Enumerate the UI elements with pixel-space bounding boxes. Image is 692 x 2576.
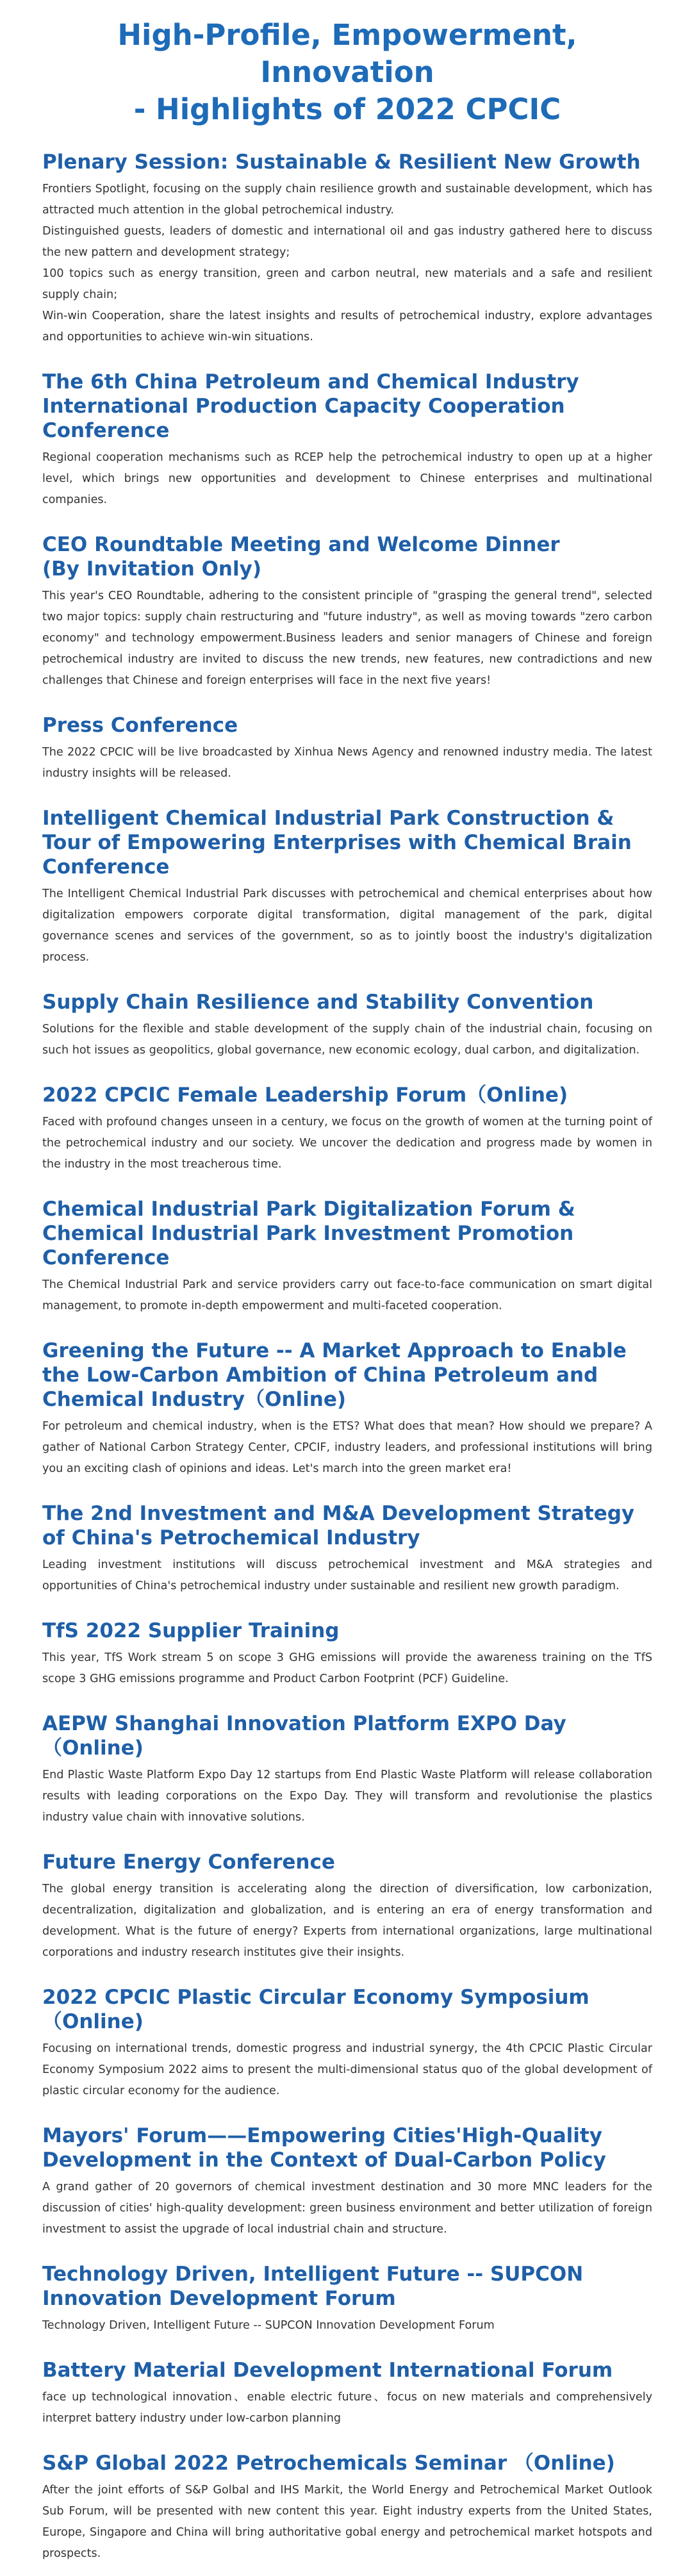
section-paragraph: Leading investment institutions will discuss petrochemical investment and M&A strategies and opportunities of China's petrochemical industry under sustainable and resilient new growth paradigm. — [42, 1558, 652, 1592]
event-section — [42, 1501, 652, 1597]
section-title — [42, 2262, 652, 2311]
section-description — [42, 884, 652, 968]
section-title-line: Chemical Industrial Park Digitalization Forum & Chemical Industrial Park Investment Promotion Conference — [42, 1198, 575, 1269]
section-title — [42, 1985, 652, 2034]
section-title-line: 2022 CPCIC Plastic Circular Economy Symposium （Online) — [42, 1986, 589, 2033]
event-section — [42, 1197, 652, 1317]
section-paragraph: A grand gather of 20 governors of chemical investment destination and 30 more MNC leaders for the discussion of cities' high-quality development: green business environment and better utilization of foreign investment to assist the upgrade of local industrial chain and structure. — [42, 2181, 652, 2236]
section-description — [42, 179, 652, 348]
section-title — [42, 1712, 652, 1760]
section-title-line: AEPW Shanghai Innovation Platform EXPO Day（Online) — [42, 1712, 566, 1760]
section-description — [42, 1275, 652, 1317]
section-paragraph: Regional cooperation mechanisms such as RCEP help the petrochemical industry to open up at a higher level, which brings new opportunities and development to Chinese enterprises and multinational companies. — [42, 451, 652, 506]
page-title — [42, 17, 652, 128]
section-paragraph: Focusing on international trends, domestic progress and industrial synergy, the 4th CPCIC Plastic Circular Economy Symposium 2022 aims to present the multi-dimensional status quo of the global development of plastic circular economy for the audience. — [42, 2042, 652, 2097]
section-paragraph: The global energy transition is accelerating along the direction of diversification, low carbonization, decentralization, digitalization and globalization, and is entering an era of energy transformation and development. What is the future of energy? Experts from international organizations, large multinational corporations and industry research institutes give their insights. — [42, 1883, 652, 1959]
section-title-line: S&P Global 2022 Petrochemicals Seminar （Online) — [42, 2452, 615, 2475]
section-title — [42, 806, 652, 879]
section-paragraph: For petroleum and chemical industry, when is the ETS? What does that mean? How should we prepare? A gather of National Carbon Strategy Center, CPCIF, industry leaders, and professional institutions will bring you an exciting clash of opinions and ideas. Let's march into the green market era! — [42, 1420, 652, 1475]
section-title-line: Battery Material Development International Forum — [42, 2359, 613, 2382]
section-title-line: Intelligent Chemical Industrial Park Construction & Tour of Empowering Enterprises with Chemical Brain Conference — [42, 807, 632, 879]
section-paragraph: This year, TfS Work stream 5 on scope 3 GHG emissions will provide the awareness training on the TfS scope 3 GHG emissions programme and Product Carbon Footprint (PCF) Guideline. — [42, 1651, 652, 1685]
event-section — [42, 370, 652, 511]
section-description — [42, 2387, 652, 2429]
event-section — [42, 1339, 652, 1480]
section-description — [42, 586, 652, 691]
page-title-line-2: - Highlights of 2022 CPCIC — [133, 92, 561, 126]
event-section — [42, 1850, 652, 1963]
section-title-line: Technology Driven, Intelligent Future -- SUPCON Innovation Development Forum — [42, 2263, 584, 2310]
section-title — [42, 1850, 652, 1874]
section-paragraph: face up technological innovation、enable electric future、focus on new materials and comprehensively interpret battery industry under low-carbon planning — [42, 2391, 652, 2425]
section-description — [42, 1765, 652, 1828]
event-section — [42, 2124, 652, 2240]
section-description — [42, 1555, 652, 1597]
section-title-line: Future Energy Conference — [42, 1851, 335, 1874]
section-paragraph: Distinguished guests, leaders of domestic and international oil and gas industry gathered here to discuss the new pattern and development strategy; — [42, 225, 652, 259]
section-paragraph: Win-win Cooperation, share the latest insights and results of petrochemical industry, explore advantages and opportunities to achieve win-win situations. — [42, 310, 652, 343]
section-title-line: Plenary Session: Sustainable & Resilient New Growth — [42, 151, 641, 174]
section-title-line: Greening the Future -- A Market Approach to Enable the Low-Carbon Ambition of China Petroleum and Chemical Industry（Online) — [42, 1339, 627, 1411]
section-description — [42, 1019, 652, 1061]
section-title-line: The 6th China Petroleum and Chemical Industry International Production Capacity Cooperation Conference — [42, 370, 579, 442]
event-section — [42, 1712, 652, 1828]
section-description — [42, 447, 652, 511]
event-sections — [42, 150, 652, 2564]
section-paragraph: This year's CEO Roundtable, adhering to the consistent principle of "grasping the general trend", selected two major topics: supply chain restructuring and "future industry", as well as moving towards "zero carbon economy" and technology empowerment.Business leaders and senior managers of Chinese and foreign petrochemical industry are invited to discuss the new trends, new features, new contradictions and new challenges that Chinese and foreign enterprises will face in the next five years! — [42, 590, 652, 687]
section-title — [42, 1619, 652, 1643]
event-section — [42, 533, 652, 691]
section-description — [42, 1112, 652, 1175]
section-title-line: Press Conference — [42, 714, 238, 737]
section-title — [42, 533, 652, 581]
section-title-line: TfS 2022 Supplier Training — [42, 1619, 340, 1642]
section-title-line: CEO Roundtable Meeting and Welcome Dinner — [42, 533, 560, 556]
event-section — [42, 990, 652, 1061]
section-title-line: 2022 CPCIC Female Leadership Forum（Online) — [42, 1084, 568, 1107]
section-description — [42, 2038, 652, 2102]
event-section — [42, 1985, 652, 2102]
section-title — [42, 990, 652, 1014]
event-section — [42, 2262, 652, 2336]
section-title — [42, 1501, 652, 1550]
section-description — [42, 2315, 652, 2336]
section-paragraph: Frontiers Spotlight, focusing on the supply chain resilience growth and sustainable development, which has attracted much attention in the global petrochemical industry. — [42, 183, 652, 217]
section-title — [42, 150, 652, 174]
section-paragraph: The 2022 CPCIC will be live broadcasted by Xinhua News Agency and renowned industry media. The latest industry insights will be released. — [42, 746, 652, 780]
section-paragraph: End Plastic Waste Platform Expo Day 12 startups from End Plastic Waste Platform will release collaboration results with leading corporations on the Expo Day. They will transform and revolutionise the plastics industry value chain with innovative solutions. — [42, 1769, 652, 1824]
section-description — [42, 1647, 652, 1690]
page-title-line-1: High-Profile, Empowerment, Innovation — [117, 18, 577, 89]
section-description — [42, 742, 652, 784]
section-description — [42, 2480, 652, 2564]
section-title-line: (By Invitation Only) — [42, 557, 261, 581]
section-paragraph: Faced with profound changes unseen in a century, we focus on the growth of women at the turning point of the petrochemical industry and our society. We uncover the dedication and progress made by women in the industry in the most treacherous time. — [42, 1116, 652, 1171]
section-description — [42, 1879, 652, 1963]
section-title — [42, 2358, 652, 2382]
section-paragraph: 100 topics such as energy transition, green and carbon neutral, new materials and a safe and resilient supply chain; — [42, 267, 652, 301]
section-title — [42, 370, 652, 443]
section-title — [42, 1083, 652, 1107]
event-section — [42, 1619, 652, 1690]
section-paragraph: The Intelligent Chemical Industrial Park discusses with petrochemical and chemical enterprises about how digitalization empowers corporate digital transformation, digital management of the park, digital governance scenes and services of the government, so as to jointly boost the industry's digitalization process. — [42, 888, 652, 964]
section-title — [42, 1339, 652, 1412]
section-title-line: The 2nd Investment and M&A Development Strategy of China's Petrochemical Industry — [42, 1502, 635, 1549]
section-paragraph: Technology Driven, Intelligent Future -- SUPCON Innovation Development Forum — [42, 2319, 495, 2332]
section-title — [42, 713, 652, 738]
section-title — [42, 2451, 652, 2475]
section-paragraph: The Chemical Industrial Park and service providers carry out face-to-face communication on smart digital management, to promote in-depth empowerment and multi-faceted cooperation. — [42, 1278, 652, 1312]
section-description — [42, 2177, 652, 2240]
section-title — [42, 2124, 652, 2172]
section-title — [42, 1197, 652, 1270]
event-section — [42, 150, 652, 348]
event-section — [42, 806, 652, 968]
event-section — [42, 1083, 652, 1175]
section-paragraph: After the joint efforts of S&P Golbal and IHS Markit, the World Energy and Petrochemical Market Outlook Sub Forum, will be presented with new content this year. Eight industry experts from the United States, Europe, Singapore and China will bring authoritative gobal energy and petrochemical market hotspots and prospects. — [42, 2484, 652, 2560]
section-description — [42, 1416, 652, 1480]
event-section — [42, 713, 652, 784]
section-title-line: Supply Chain Resilience and Stability Convention — [42, 991, 594, 1014]
section-title-line: Mayors' Forum——Empowering Cities'High-Quality Development in the Context of Dual-Carbon Policy — [42, 2124, 606, 2172]
section-paragraph: Solutions for the flexible and stable development of the supply chain of the industrial chain, focusing on such hot issues as geopolitics, global governance, new economic ecology, dual carbon, and digitalization. — [42, 1023, 652, 1057]
event-section — [42, 2451, 652, 2564]
event-section — [42, 2358, 652, 2429]
